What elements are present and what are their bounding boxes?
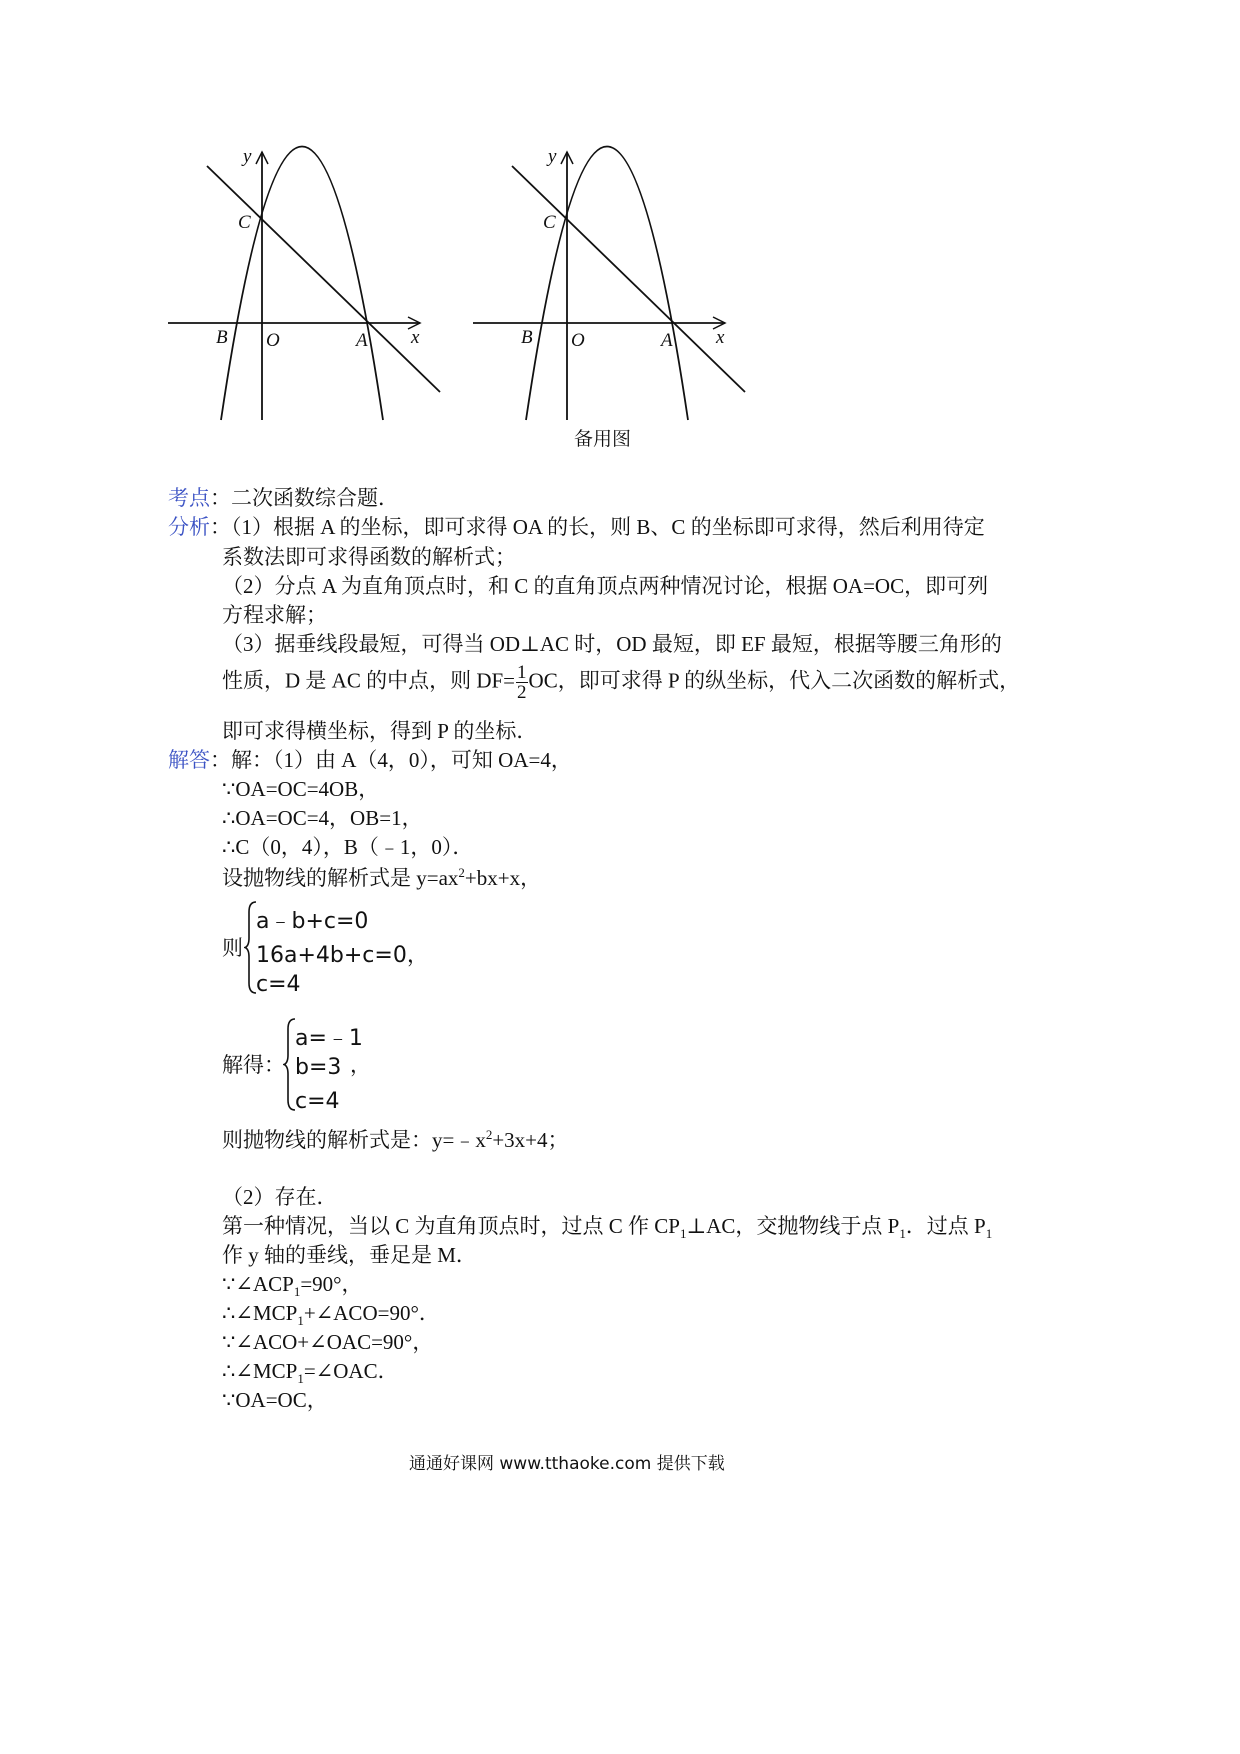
- text: ⊥AC，交抛物线于点 P: [686, 1214, 900, 1238]
- label-o: O: [571, 330, 585, 351]
- system-2-row-1: a=﹣1: [295, 1026, 363, 1051]
- jieda-line-1: [168, 750, 572, 771]
- subscript: 1: [293, 1284, 301, 1300]
- fenxi-line-5: （3）据垂线段最短，可得当 OD⊥AC 时，OD 最短，即 EF 最短，根据等腰三角形的: [222, 632, 1002, 656]
- text: ∴∠MCP: [222, 1359, 298, 1383]
- fenxi-line-1: [168, 517, 985, 538]
- label-x: x: [716, 327, 725, 348]
- system-2-prefix: 解得：: [222, 1053, 285, 1077]
- jieda-text-6a: 则抛物线的解析式是：y=﹣x: [222, 1128, 486, 1152]
- system-1-row-3: c=4: [256, 972, 301, 997]
- fenxi-tag: 分析: [168, 515, 210, 539]
- equation-system-1: [244, 900, 444, 995]
- parabola-figure-right: [0, 0, 800, 480]
- label-y: y: [243, 146, 252, 167]
- fenxi-text-6b: OC，即可求得 P 的纵坐标，代入二次函数的解析式，: [528, 668, 1021, 693]
- part-2-line-5: ∵∠ACO+∠OAC=90°，: [222, 1330, 434, 1354]
- text: ．过点 P: [905, 1214, 986, 1238]
- line-ac: [512, 166, 745, 392]
- part-2-heading: （2）存在．: [222, 1185, 338, 1209]
- kaodian-tag: 考点: [168, 486, 210, 510]
- part-2-line-7: ∵OA=OC，: [222, 1388, 328, 1412]
- label-b: B: [521, 327, 533, 348]
- label-y: y: [548, 146, 557, 167]
- part-2-line-3: [222, 1274, 363, 1298]
- text: 第一种情况，当以 C 为直角顶点时，过点 C 作 CP: [222, 1214, 680, 1238]
- exponent: 2: [485, 1127, 493, 1142]
- fraction-denominator: 2: [517, 682, 527, 703]
- figure-caption: 备用图: [574, 428, 632, 450]
- part-2-line-6: [222, 1361, 399, 1385]
- text: ∵∠ACP: [222, 1272, 294, 1296]
- subscript: 1: [297, 1371, 304, 1387]
- label-o: O: [266, 330, 280, 351]
- jieda-line-2: ∵OA=OC=4OB，: [222, 777, 380, 801]
- text: =∠OAC．: [303, 1359, 399, 1383]
- jieda-line-4: ∴C（0，4），B（﹣1，0）．: [222, 835, 474, 859]
- exponent: 2: [458, 865, 465, 880]
- jieda-line-3: ∴OA=OC=4，OB=1，: [222, 806, 423, 830]
- jieda-text-6b: +3x+4；: [492, 1128, 569, 1152]
- jieda-line-6: [222, 1128, 569, 1151]
- fenxi-line-3: （2）分点 A 为直角顶点时，和 C 的直角顶点两种情况讨论，根据 OA=OC，即可列: [222, 574, 989, 598]
- jieda-text-5a: 设抛物线的解析式是 y=ax: [222, 866, 459, 890]
- fraction-numerator: 1: [517, 662, 527, 683]
- label-b: B: [216, 327, 228, 348]
- system-2-row-2: b=3: [295, 1055, 342, 1080]
- kaodian-text: ：二次函数综合题．: [210, 486, 399, 510]
- system-1-row-2: 16a+4b+c=0，: [256, 943, 429, 968]
- page-footer: 通通好课网 www.tthaoke.com 提供下载: [409, 1454, 725, 1474]
- label-a: A: [661, 330, 673, 351]
- system-2-row-3: c=4: [295, 1089, 340, 1114]
- subscript: 1: [985, 1226, 993, 1242]
- jieda-tag: 解答: [168, 748, 210, 772]
- jieda-text-5b: +bx+x，: [464, 866, 542, 890]
- fenxi-line-6: [222, 663, 1020, 702]
- equation-system-2: [283, 1017, 403, 1112]
- fenxi-line-2: 系数法即可求得函数的解析式；: [222, 545, 516, 569]
- label-x: x: [411, 327, 420, 348]
- text: ∴∠MCP: [222, 1301, 298, 1325]
- fenxi-line-4: 方程求解；: [222, 603, 327, 627]
- part-2-line-4: [222, 1303, 440, 1327]
- system-1-row-1: a﹣b+c=0: [256, 909, 369, 934]
- jieda-line-5: [222, 866, 541, 889]
- parabola-curve: [526, 147, 688, 421]
- text: =90°，: [300, 1272, 363, 1296]
- jieda-text-1: ：解：（1）由 A（4，0），可知 OA=4，: [210, 748, 572, 772]
- fraction-one-half: [516, 663, 528, 702]
- fenxi-text-1: ：（1）根据 A 的坐标，即可求得 OA 的长，则 B、C 的坐标即可求得，然后利用待定: [210, 515, 985, 539]
- subscript: 1: [297, 1313, 304, 1329]
- system-1-prefix: 则: [222, 936, 243, 960]
- label-c: C: [543, 212, 556, 233]
- subscript: 1: [899, 1226, 906, 1242]
- subscript: 1: [679, 1226, 687, 1242]
- kaodian-line: [168, 488, 399, 509]
- text: +∠ACO=90°．: [303, 1301, 440, 1325]
- part-2-line-2: 作 y 轴的垂线，垂足是 M．: [222, 1243, 477, 1267]
- label-a: A: [356, 330, 368, 351]
- system-2-comma: ，: [350, 1053, 371, 1077]
- label-c: C: [238, 212, 251, 233]
- part-2-line-1: [222, 1216, 992, 1240]
- fenxi-line-7: 即可求得横坐标，得到 P 的坐标．: [222, 719, 538, 743]
- fenxi-text-6a: 性质，D 是 AC 的中点，则 DF=: [222, 668, 516, 693]
